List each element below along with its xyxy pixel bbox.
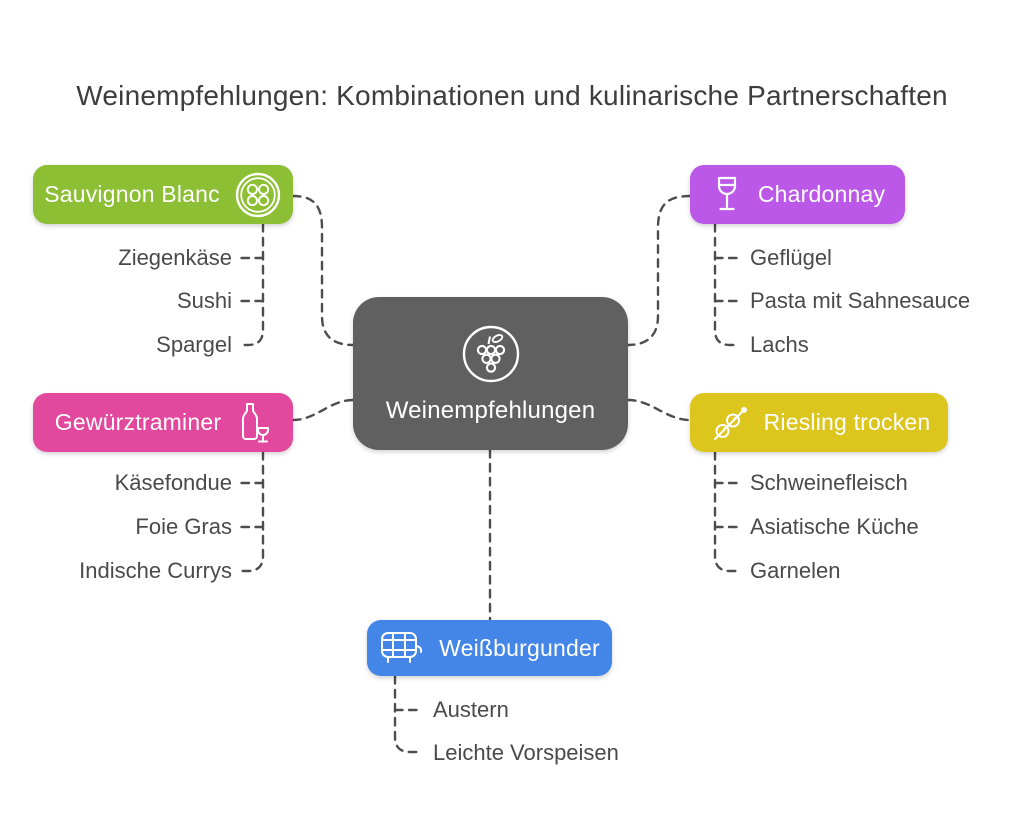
center-node-weinempfehlungen bbox=[353, 297, 628, 450]
food-item: Garnelen bbox=[750, 558, 841, 583]
connector-gewuerztraminer-center bbox=[293, 400, 353, 420]
barrel-icon bbox=[379, 629, 425, 667]
node-label: Weißburgunder bbox=[439, 634, 600, 661]
node-label: Chardonnay bbox=[757, 181, 886, 207]
food-item: Lachs bbox=[750, 332, 809, 357]
node-label: Gewürztraminer bbox=[54, 409, 222, 435]
food-item: Ziegenkäse bbox=[118, 245, 232, 270]
trunk-chardonnay-items bbox=[715, 224, 738, 345]
food-item: Leichte Vorspeisen bbox=[433, 740, 619, 765]
node-riesling-trocken bbox=[690, 393, 948, 452]
node-label: Riesling trocken bbox=[763, 409, 931, 435]
trunk-gewuerztraminer-items bbox=[240, 452, 263, 571]
food-item: Geflügel bbox=[750, 245, 832, 270]
grapes-icon bbox=[460, 323, 522, 385]
diagram-title: Weinempfehlungen: Kombinationen und kulinarische Partnerschaften bbox=[76, 80, 948, 111]
wine-glass-icon bbox=[710, 174, 744, 216]
wine-bottle-icon bbox=[235, 400, 271, 446]
food-item: Schweinefleisch bbox=[750, 470, 908, 495]
node-weissburgunder bbox=[367, 620, 612, 676]
food-item: Austern bbox=[433, 697, 509, 722]
clover-icon bbox=[234, 171, 282, 219]
node-gewuerztraminer bbox=[33, 393, 293, 452]
skewer-icon bbox=[708, 402, 750, 444]
connector-riesling-center bbox=[628, 400, 690, 420]
food-item: Pasta mit Sahnesauce bbox=[750, 288, 971, 313]
connector-sauvignon-center bbox=[293, 196, 353, 345]
trunk-sauvignon-items bbox=[240, 224, 263, 345]
connector-chardonnay-center bbox=[628, 196, 690, 345]
food-item: Sushi bbox=[176, 288, 232, 313]
food-item: Foie Gras bbox=[135, 514, 232, 539]
center-node-label: Weinempfehlungen bbox=[385, 396, 596, 424]
food-item: Asiatische Küche bbox=[750, 514, 919, 539]
node-sauvignon-blanc bbox=[33, 165, 293, 224]
node-chardonnay bbox=[690, 165, 905, 224]
food-item: Spargel bbox=[156, 332, 232, 357]
trunk-weissburgunder-items bbox=[395, 676, 418, 752]
food-item: Indische Currys bbox=[79, 558, 232, 583]
trunk-riesling-items bbox=[715, 452, 738, 571]
node-label: Sauvignon Blanc bbox=[44, 181, 220, 207]
food-item: Käsefondue bbox=[114, 470, 232, 495]
